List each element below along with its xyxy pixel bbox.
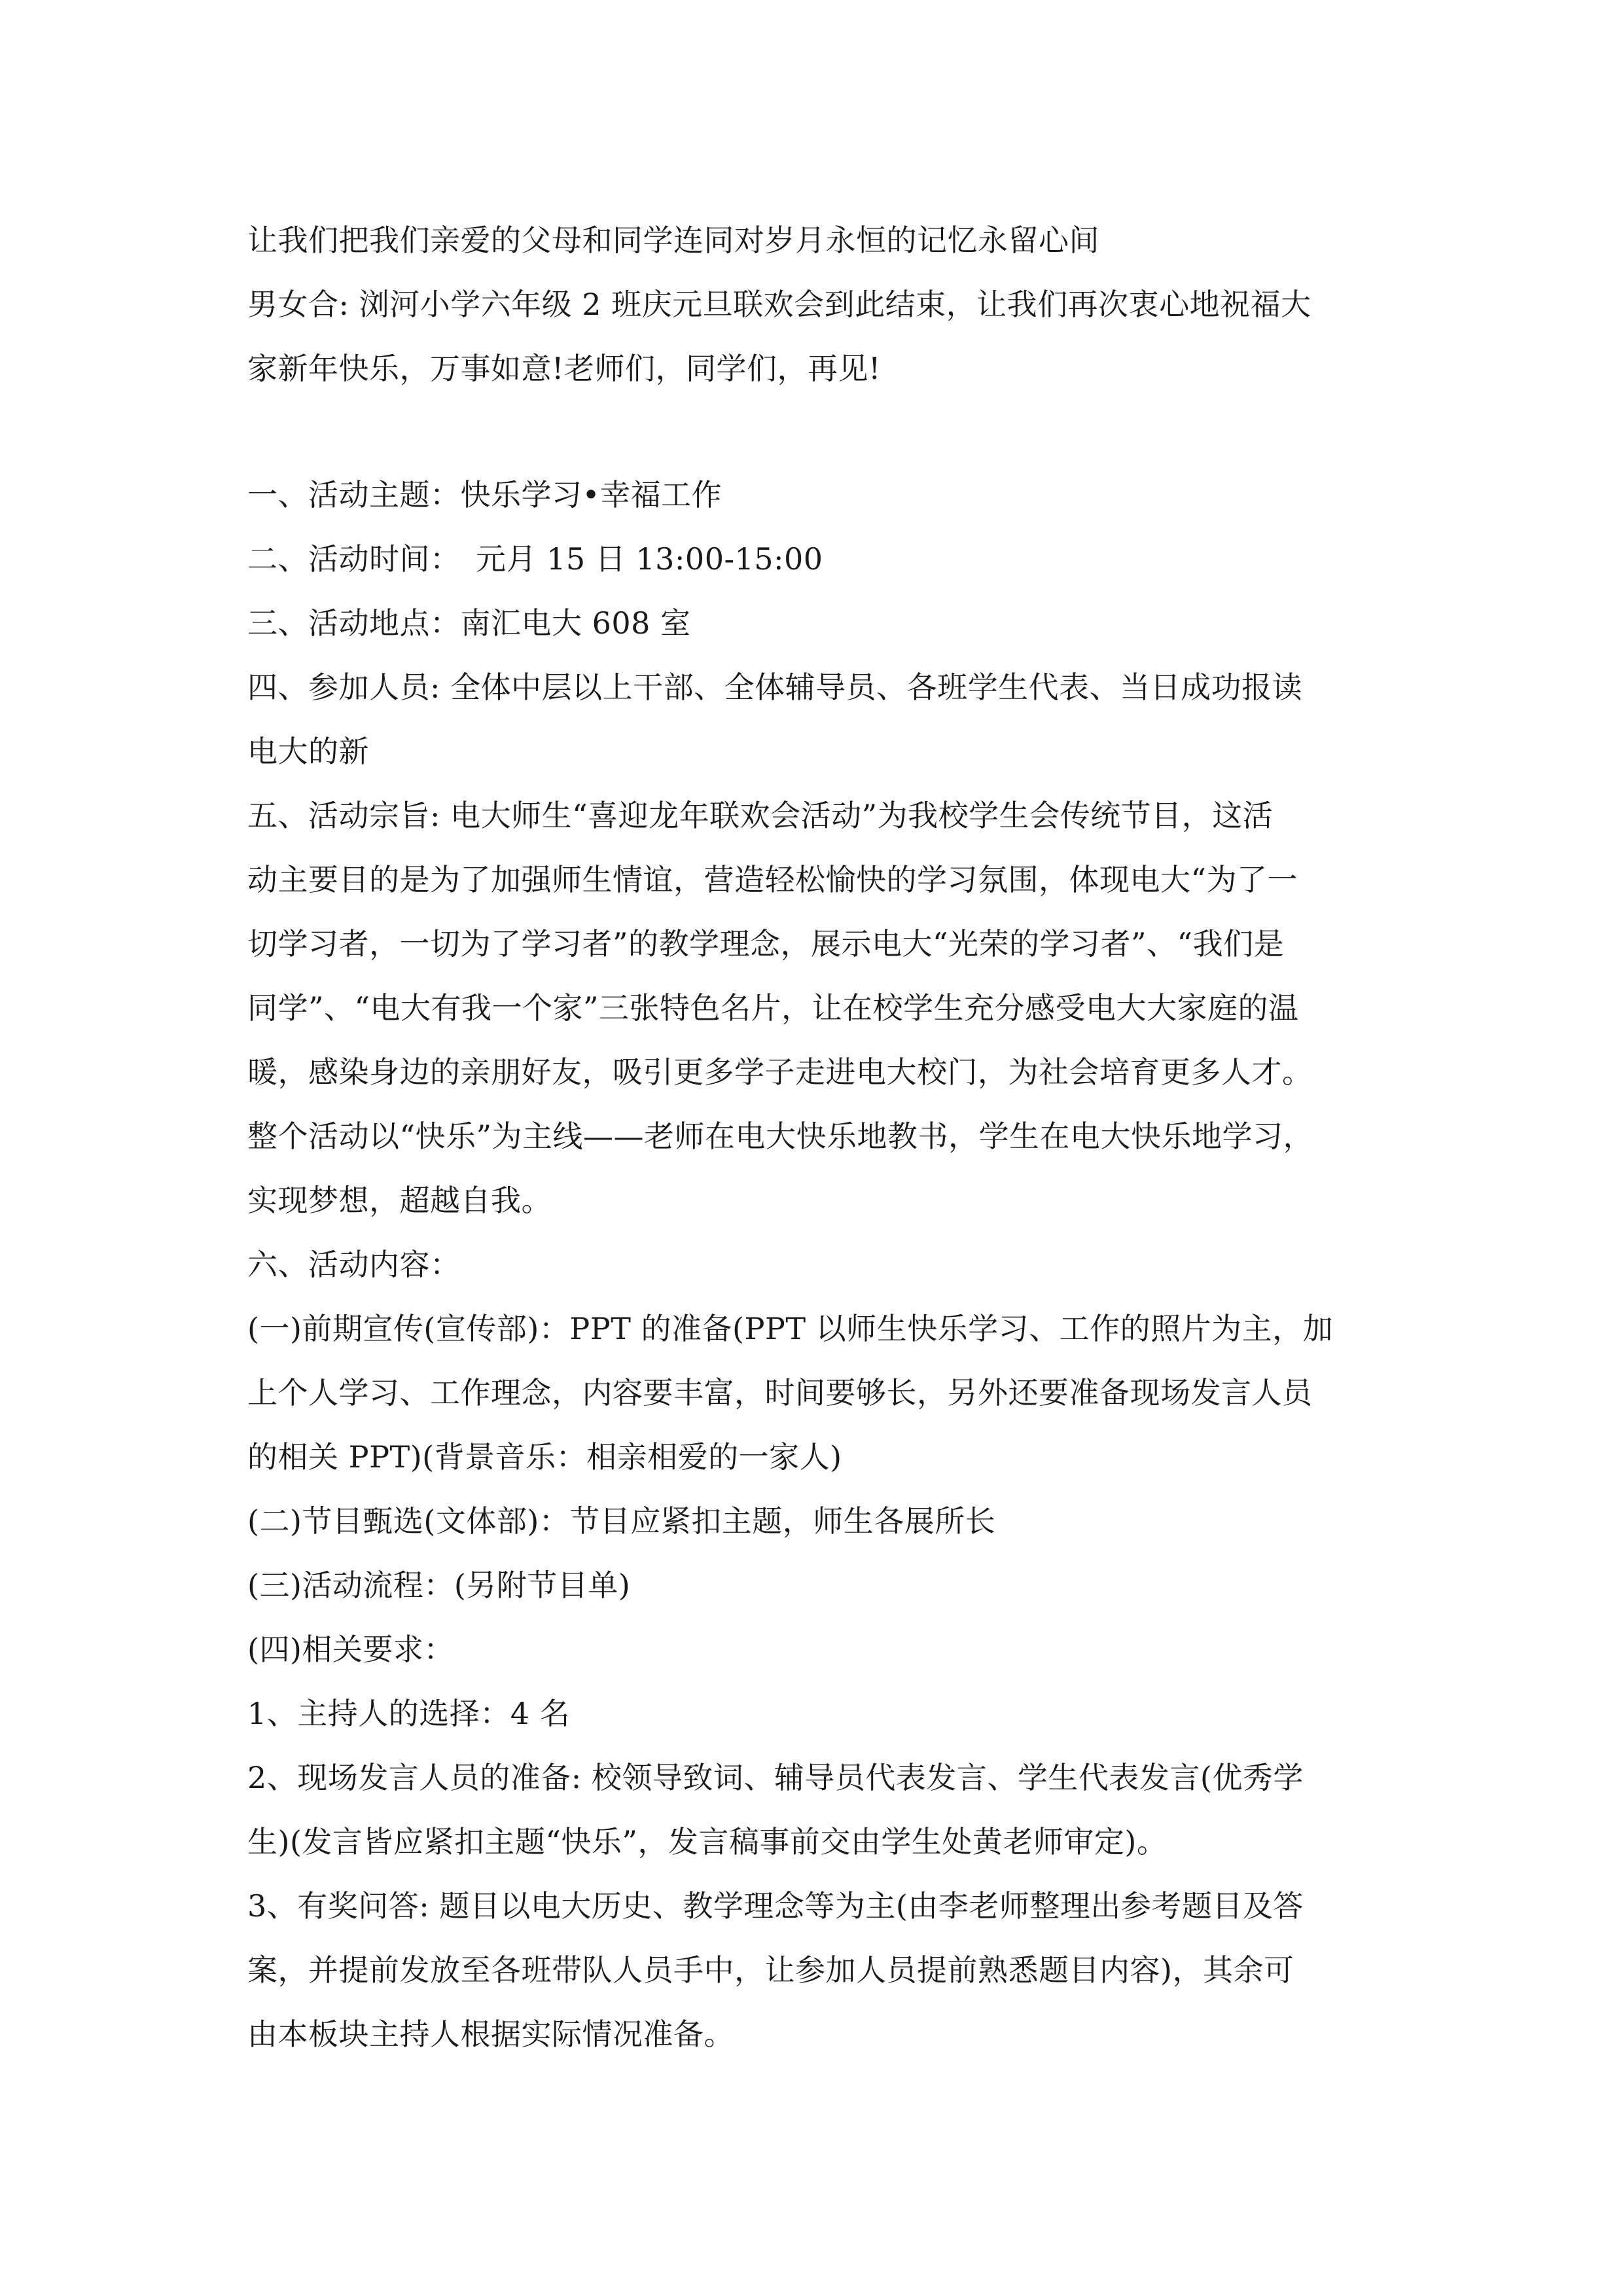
text-line: 家新年快乐，万事如意!老师们，同学们，再见! (247, 351, 881, 386)
closing-section (247, 208, 1399, 401)
text-line: 让我们把我们亲爱的父母和同学连同对岁月永恒的记忆永留心间 (247, 223, 1099, 258)
text-line: 一、活动主题：快乐学习•幸福工作 (247, 477, 722, 512)
text-line: 六、活动内容： (247, 1247, 461, 1282)
text-line: 二、活动时间： 元月 15 日 13:00-15:00 (247, 541, 823, 577)
text-line: 案，并提前发放至各班带队人员手中，让参加人员提前熟悉题目内容)，其余可 (247, 1952, 1294, 1988)
text-line: 1、主持人的选择：4 名 (247, 1696, 571, 1731)
text-line: 实现梦想，超越自我。 (247, 1183, 552, 1218)
text-line: 暖，感染身边的亲朋好友，吸引更多学子走进电大校门，为社会培育更多人才。 (247, 1054, 1313, 1090)
text-line: 的相关 PPT)(背景音乐：相亲相爱的一家人) (247, 1439, 842, 1475)
text-line: 切学习者，一切为了学习者”的教学理念，展示电大“光荣的学习者”、“我们是 (247, 926, 1285, 961)
text-line: 3、有奖问答: 题目以电大历史、教学理念等为主(由李老师整理出参考题目及答 (247, 1888, 1304, 1924)
text-line: 动主要目的是为了加强师生情谊，营造轻松愉快的学习氛围，体现电大“为了一 (247, 862, 1298, 897)
text-line: 男女合: 浏河小学六年级 2 班庆元旦联欢会到此结束，让我们再次衷心地祝福大 (247, 287, 1311, 322)
text-line: 由本板块主持人根据实际情况准备。 (247, 2017, 734, 2052)
text-line: 生)(发言皆应紧扣主题“快乐”，发言稿事前交由学生处黄老师审定)。 (247, 1824, 1168, 1859)
text-line: 同学”、“电大有我一个家”三张特色名片，让在校学生充分感受电大大家庭的温 (247, 990, 1299, 1026)
plan-section (247, 463, 1399, 2066)
text-line: 电大的新 (247, 734, 369, 769)
text-line: 整个活动以“快乐”为主线——老师在电大快乐地教书，学生在电大快乐地学习， (247, 1119, 1314, 1154)
section-gap (247, 401, 1399, 463)
text-line: 三、活动地点：南汇电大 608 室 (247, 605, 691, 641)
text-line: 2、现场发言人员的准备: 校领导致词、辅导员代表发言、学生代表发言(优秀学 (247, 1760, 1304, 1795)
text-line: 四、参加人员: 全体中层以上干部、全体辅导员、各班学生代表、当日成功报读 (247, 670, 1303, 705)
text-line: 五、活动宗旨: 电大师生“喜迎龙年联欢会活动”为我校学生会传统节目，这活 (247, 798, 1274, 833)
text-line: 上个人学习、工作理念，内容要丰富，时间要够长，另外还要准备现场发言人员 (247, 1375, 1313, 1410)
document-page (247, 208, 1399, 2066)
text-line: (四)相关要求： (247, 1632, 454, 1667)
text-line: (一)前期宣传(宣传部)：PPT 的准备(PPT 以师生快乐学习、工作的照片为主，加 (247, 1311, 1334, 1346)
text-line: (二)节目甄选(文体部)：节目应紧扣主题，师生各展所长 (247, 1503, 996, 1539)
text-line: (三)活动流程：(另附节目单) (247, 1568, 631, 1603)
